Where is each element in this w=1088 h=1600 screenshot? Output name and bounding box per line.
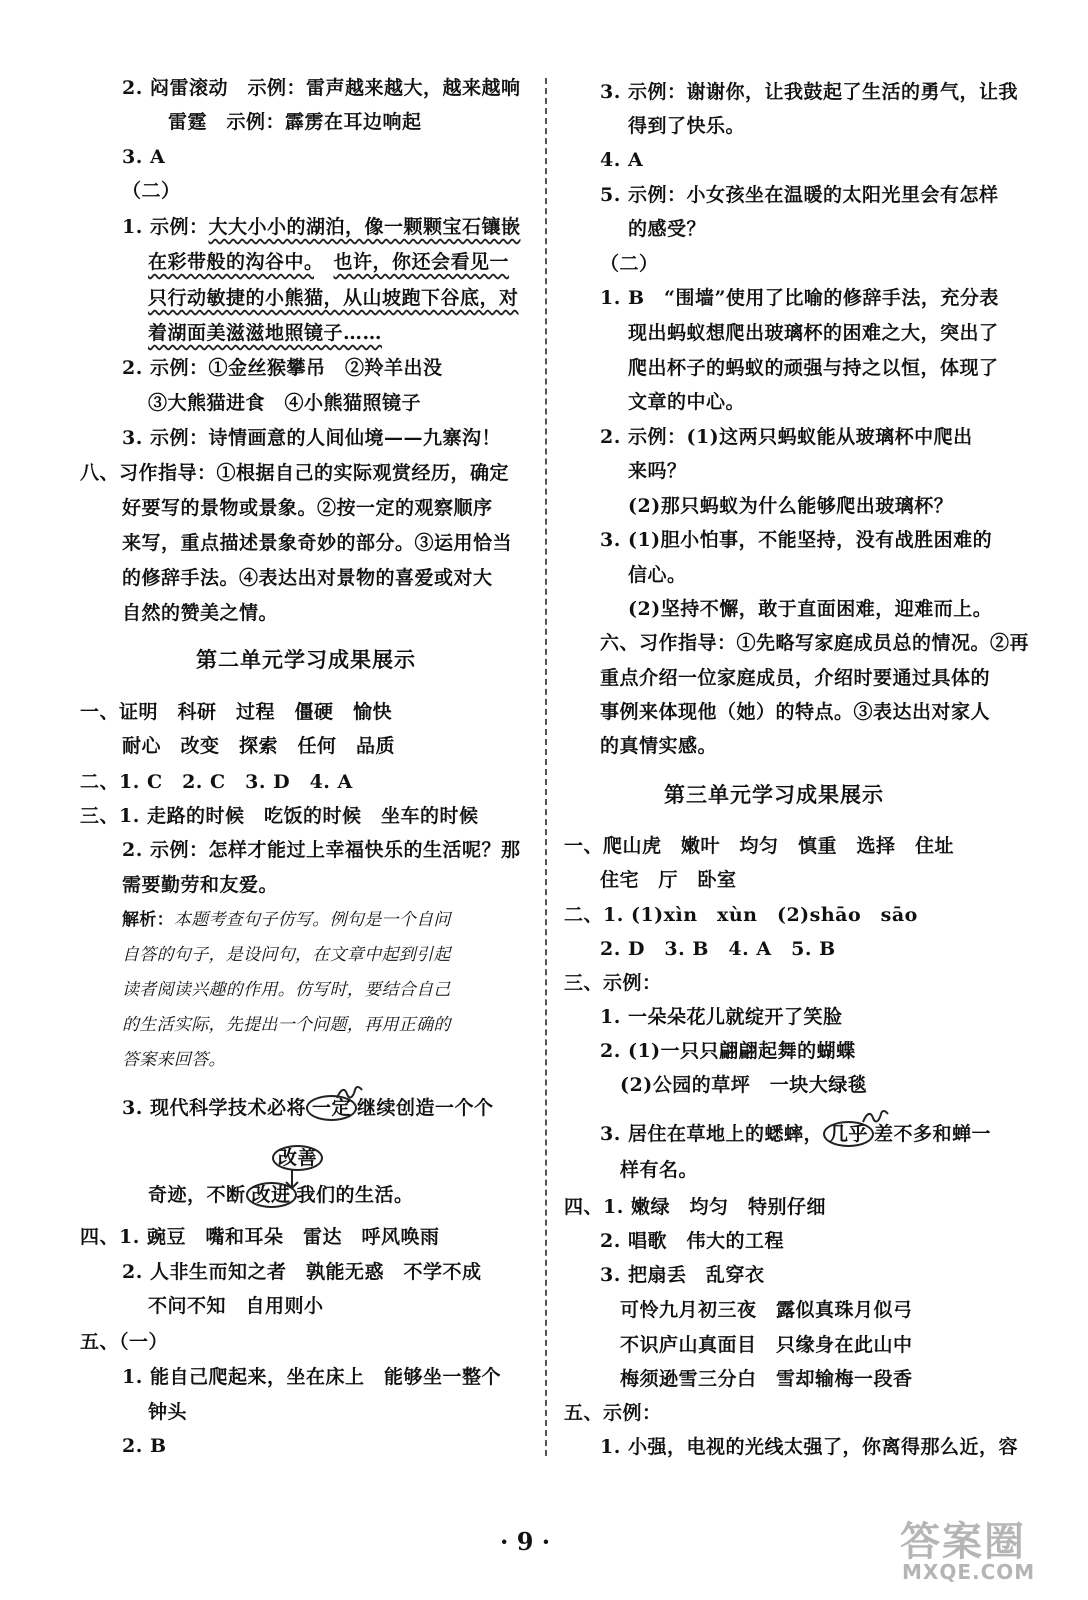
analysis-text: 本题考查句子仿写。例句是一个自问 bbox=[173, 910, 451, 930]
answer-line: 3. 示例：谢谢你，让我鼓起了生活的勇气，让我 bbox=[600, 81, 1018, 103]
answer-line: 2. 示例：怎样才能过上幸福快乐的生活呢？那 bbox=[122, 839, 521, 861]
answer-line: 爬出杯子的蚂蚁的顽强与持之以恒，体现了 bbox=[628, 357, 999, 379]
answer-line: 2. (1)一只只翩翩起舞的蝴蝶 bbox=[600, 1040, 856, 1062]
answer-line: 重点介绍一位家庭成员，介绍时要通过具体的 bbox=[600, 667, 991, 689]
answer-line: 5. 示例：小女孩坐在温暖的太阳光里会有怎样 bbox=[600, 184, 999, 206]
answer-line: (2)公园的草坪 一块大绿毯 bbox=[620, 1074, 868, 1096]
circled-word: 一定 bbox=[306, 1095, 357, 1121]
answer-line: 八、习作指导：①根据自己的实际观赏经历，确定 bbox=[80, 462, 510, 484]
analysis-line: 读者阅读兴趣的作用。仿写时，要结合自己 bbox=[122, 980, 451, 1000]
answer-line: 3. A bbox=[122, 146, 166, 168]
answer-line: 2. 唱歌 伟大的工程 bbox=[600, 1230, 784, 1252]
answer-line: 1. 小强，电视的光线太强了，你离得那么近，容 bbox=[600, 1436, 1018, 1458]
column-divider bbox=[545, 78, 547, 1456]
answer-line: 2. B bbox=[122, 1435, 167, 1457]
answer-line: 六、习作指导：①先略写家庭成员总的情况。②再 bbox=[600, 632, 1030, 654]
answer-line: 1. 一朵朵花儿就绽开了笑脸 bbox=[600, 1006, 843, 1028]
insertion-line bbox=[272, 1146, 323, 1170]
answer-line: 二、1. C 2. C 3. D 4. A bbox=[80, 771, 353, 793]
answer-text: 继续创造一个个 bbox=[356, 1097, 494, 1119]
answer-text: 奇迹，不断 bbox=[148, 1184, 246, 1206]
analysis-line: 自答的句子，是设问句，在文章中起到引起 bbox=[122, 945, 451, 965]
answer-line bbox=[122, 1096, 493, 1120]
answer-text: 差不多和蝉一 bbox=[873, 1123, 991, 1145]
answer-line: 1. 能自己爬起来，坐在床上 能够坐一整个 bbox=[122, 1366, 501, 1388]
answer-line: 3. 把扇丢 乱穿衣 bbox=[600, 1264, 765, 1286]
watermark-url: MXQE.COM bbox=[902, 1560, 1036, 1584]
answer-line: 2. 示例：(1)这两只蚂蚁能从玻璃杯中爬出 bbox=[600, 426, 973, 448]
circled-word: 改进 bbox=[246, 1182, 297, 1208]
answer-line: ③大熊猫进食 ④小熊猫照镜子 bbox=[148, 392, 422, 414]
answer-text: 3. 现代科学技术必将 bbox=[122, 1097, 306, 1119]
wavy-underlined-text: 着湖面美滋滋地照镜子…… bbox=[148, 322, 383, 344]
watermark-title: 答案圈 bbox=[900, 1519, 1026, 1565]
answer-line bbox=[148, 286, 519, 310]
section-label: （二） bbox=[122, 180, 181, 202]
answer-line: 2. 示例：①金丝猴攀吊 ②羚羊出没 bbox=[122, 357, 443, 379]
wavy-underlined-text: 也许，你还会看见一 bbox=[333, 251, 510, 273]
section-label: 五、（一） bbox=[80, 1331, 169, 1353]
answer-line: 4. A bbox=[600, 149, 644, 171]
answer-line: 好要写的景物或景象。②按一定的观察顺序 bbox=[122, 497, 493, 519]
answer-line: 2. 闷雷滚动 示例：雷声越来越大，越来越响 bbox=[122, 77, 521, 99]
answer-line: 样有名。 bbox=[620, 1159, 699, 1181]
answer-line: 3. 示例：诗情画意的人间仙境——九寨沟！ bbox=[122, 427, 501, 449]
answer-line bbox=[122, 215, 520, 239]
answer-line: 二、1. (1)xìn xùn (2)shāo sāo bbox=[564, 904, 918, 926]
answer-line: 2. D 3. B 4. A 5. B bbox=[600, 938, 836, 960]
answer-line: 2. 人非生而知之者 孰能无惑 不学不成 bbox=[122, 1261, 482, 1283]
answer-line: 四、1. 豌豆 嘴和耳朵 雷达 呼风唤雨 bbox=[80, 1226, 440, 1248]
answer-line: 的真情实感。 bbox=[600, 735, 718, 757]
section-heading: 第三单元学习成果展示 bbox=[664, 782, 884, 807]
answer-line: 得到了快乐。 bbox=[628, 115, 746, 137]
answer-line bbox=[148, 321, 382, 345]
answer-line: 一、证明 科研 过程 僵硬 愉快 bbox=[80, 701, 393, 723]
wavy-underlined-text: 在彩带般的沟谷中。 bbox=[148, 251, 315, 273]
wavy-underlined-text: 只行动敏捷的小熊猫，从山坡跑下谷底，对 bbox=[148, 287, 519, 309]
answer-prefix: 1. 示例： bbox=[122, 216, 209, 238]
delete-mark-icon bbox=[861, 1108, 891, 1126]
answer-line: (2)坚持不懈，敢于直面困难，迎难而上。 bbox=[628, 598, 993, 620]
answer-line: 3. (1)胆小怕事，不能坚持，没有战胜困难的 bbox=[600, 529, 993, 551]
page-number: · 9 · bbox=[500, 1527, 551, 1556]
poem-line: 不识庐山真面目 只缘身在此山中 bbox=[620, 1334, 913, 1356]
answer-line: 不问不知 自用则小 bbox=[148, 1295, 324, 1317]
answer-line: 信心。 bbox=[628, 564, 687, 586]
delete-mark-icon bbox=[335, 1084, 365, 1102]
section-label: 三、示例： bbox=[564, 972, 662, 994]
analysis-line: 的生活实际，先提出一个问题，再用正确的 bbox=[122, 1015, 451, 1035]
answer-line: 钟头 bbox=[148, 1401, 188, 1423]
answer-line: 三、1. 走路的时候 吃饭的时候 坐车的时候 bbox=[80, 805, 479, 827]
answer-line: 来吗？ bbox=[628, 460, 687, 482]
answer-line: 的修辞手法。④表达出对景物的喜爱或对大 bbox=[122, 567, 493, 589]
answer-line: 文章的中心。 bbox=[628, 391, 746, 413]
answer-line: 自然的赞美之情。 bbox=[122, 602, 279, 624]
answer-line bbox=[148, 250, 509, 274]
inserted-word: 改善 bbox=[272, 1145, 323, 1171]
answer-line bbox=[148, 1183, 414, 1207]
answer-line: 四、1. 嫩绿 均匀 特别仔细 bbox=[564, 1196, 826, 1218]
answer-line: 1. B “围墙”使用了比喻的修辞手法，充分表 bbox=[600, 287, 999, 309]
answer-line: 一、爬山虎 嫩叶 均匀 慎重 选择 住址 bbox=[564, 835, 955, 857]
answer-line: 的感受？ bbox=[628, 218, 707, 240]
analysis-label: 解析： bbox=[122, 910, 174, 930]
section-heading: 第二单元学习成果展示 bbox=[196, 647, 416, 672]
analysis-line: 答案来回答。 bbox=[122, 1050, 226, 1070]
answer-line: 雷霆 示例：霹雳在耳边响起 bbox=[168, 111, 422, 133]
answer-line bbox=[600, 1122, 991, 1146]
circled-word: 几乎 bbox=[823, 1121, 874, 1147]
answer-line: 来写，重点描述景象奇妙的部分。③运用恰当 bbox=[122, 532, 513, 554]
poem-line: 可怜九月初三夜 露似真珠月似弓 bbox=[620, 1299, 913, 1321]
watermark-logo bbox=[900, 1510, 1075, 1590]
answer-line: (2)那只蚂蚁为什么能够爬出玻璃杯？ bbox=[628, 495, 954, 517]
answer-text: 3. 居住在草地上的蟋蟀， bbox=[600, 1123, 823, 1145]
section-label: 五、示例： bbox=[564, 1402, 662, 1424]
wavy-underlined-text: 大大小小的湖泊，像一颗颗宝石镶嵌 bbox=[208, 216, 521, 238]
answer-line: 现出蚂蚁想爬出玻璃杯的困难之大，突出了 bbox=[628, 322, 999, 344]
answer-line: 事例来体现他（她）的特点。③表达出对家人 bbox=[600, 701, 991, 723]
poem-line: 梅须逊雪三分白 雪却输梅一段香 bbox=[620, 1368, 913, 1390]
section-label: （二） bbox=[600, 253, 659, 275]
answer-text: 我们的生活。 bbox=[296, 1184, 414, 1206]
answer-line: 耐心 改变 探索 任何 品质 bbox=[122, 735, 396, 757]
analysis-line bbox=[122, 908, 451, 932]
answer-line: 住宅 厅 卧室 bbox=[600, 869, 737, 891]
answer-line: 需要勤劳和友爱。 bbox=[122, 874, 279, 896]
